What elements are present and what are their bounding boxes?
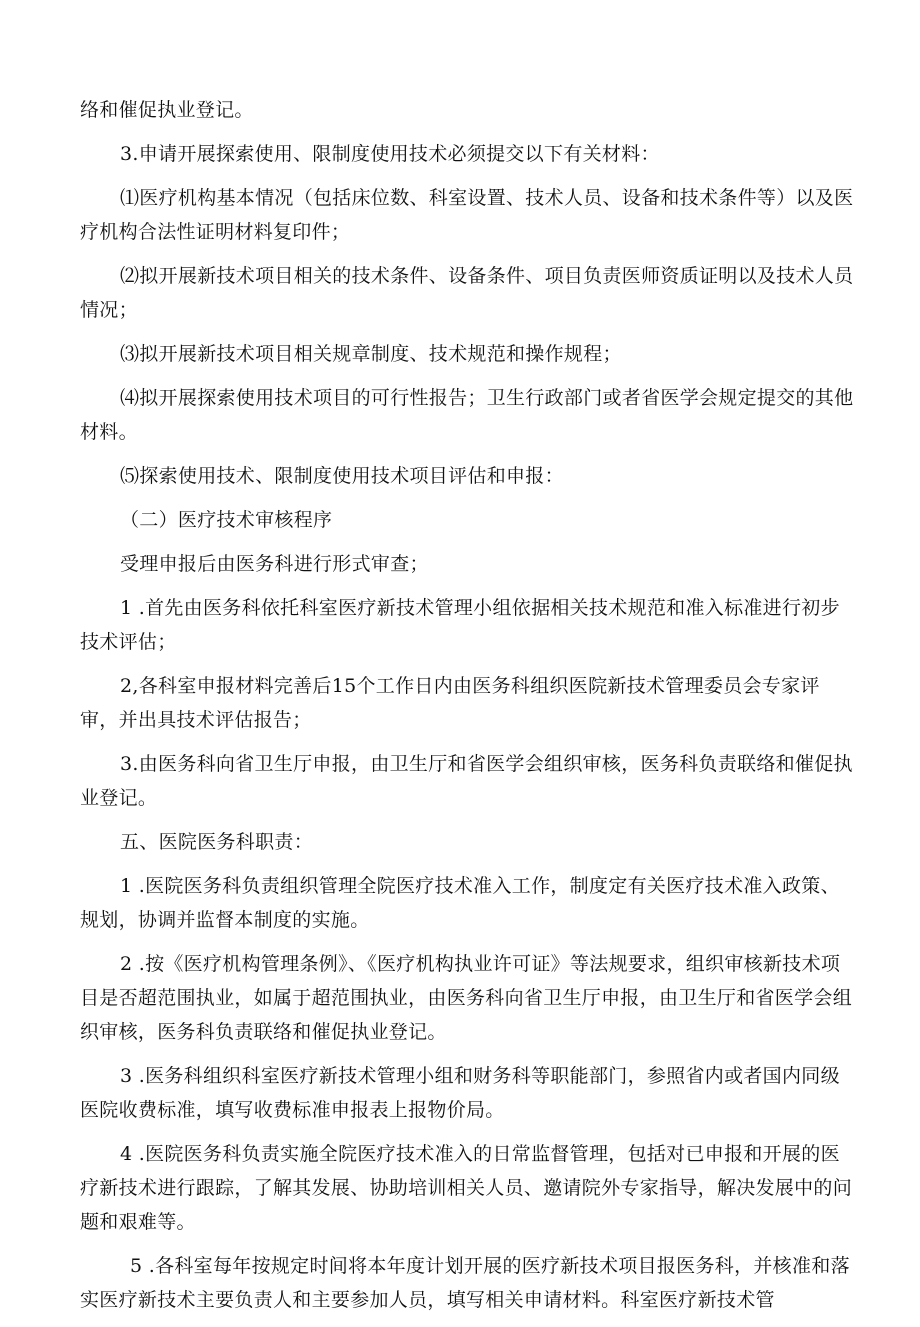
paragraph: 4 .医院医务科负责实施全院医疗技术准入的日常监督管理，包括对已申报和开展的医疗新技术进行跟踪，了解其发展、协助培训相关人员、邀请院外专家指导，解决发展中的问题和艰难等。 (80, 1143, 853, 1233)
paragraph: ⑸探索使用技术、限制度使用技术项目评估和申报： (120, 465, 564, 487)
paragraph: ⑵拟开展新技术项目相关的技术条件、设备条件、项目负责医师资质证明以及技术人员情况； (80, 265, 854, 321)
section-heading: （二）医疗技术审核程序 (120, 509, 333, 531)
paragraph: 1 .首先由医务科依托科室医疗新技术管理小组依据相关技术规范和准入标准进行初步技术评估； (80, 597, 840, 653)
document-body (80, 93, 855, 1327)
paragraph: ⑶拟开展新技术项目相关规章制度、技术规范和操作规程； (120, 343, 622, 365)
section-heading: 五、医院医务科职责： (120, 831, 314, 853)
paragraph: 3.由医务科向省卫生厅申报，由卫生厅和省医学会组织审核，医务科负责联络和催促执业登记。 (80, 753, 853, 809)
paragraph: 3 .医务科组织科室医疗新技术管理小组和财务科等职能部门，参照省内或者国内同级医院收费标准，填写收费标准申报表上报物价局。 (80, 1065, 840, 1121)
paragraph: 3.申请开展探索使用、限制度使用技术必须提交以下有关材料： (120, 143, 660, 165)
paragraph: 2,各科室申报材料完善后15个工作日内由医务科组织医院新技术管理委员会专家评审，并出具技术评估报告； (80, 675, 820, 731)
paragraph: ⑷拟开展探索使用技术项目的可行性报告；卫生行政部门或者省医学会规定提交的其他材料。 (80, 387, 854, 443)
paragraph: ⑴医疗机构基本情况（包括床位数、科室设置、技术人员、设备和技术条件等）以及医疗机构合法性证明材料复印件； (80, 187, 854, 243)
paragraph: 1 .医院医务科负责组织管理全院医疗技术准入工作，制度定有关医疗技术准入政策、规划，协调并监督本制度的实施。 (80, 875, 840, 931)
paragraph: 络和催促执业登记。 (80, 99, 254, 121)
paragraph: 受理申报后由医务科进行形式审查； (120, 553, 429, 575)
paragraph: 5 .各科室每年按规定时间将本年度计划开展的医疗新技术项目报医务科，并核准和落实医疗新技术主要负责人和主要参加人员，填写相关申请材料。科室医疗新技术管 (80, 1255, 850, 1311)
paragraph: 2 .按《医疗机构管理条例》、《医疗机构执业许可证》等法规要求，组织审核新技术项目是否超范围执业，如属于超范围执业，由医务科向省卫生厅申报，由卫生厅和省医学会组织审核，医务科负责联络和催促执业登记。 (80, 953, 853, 1043)
